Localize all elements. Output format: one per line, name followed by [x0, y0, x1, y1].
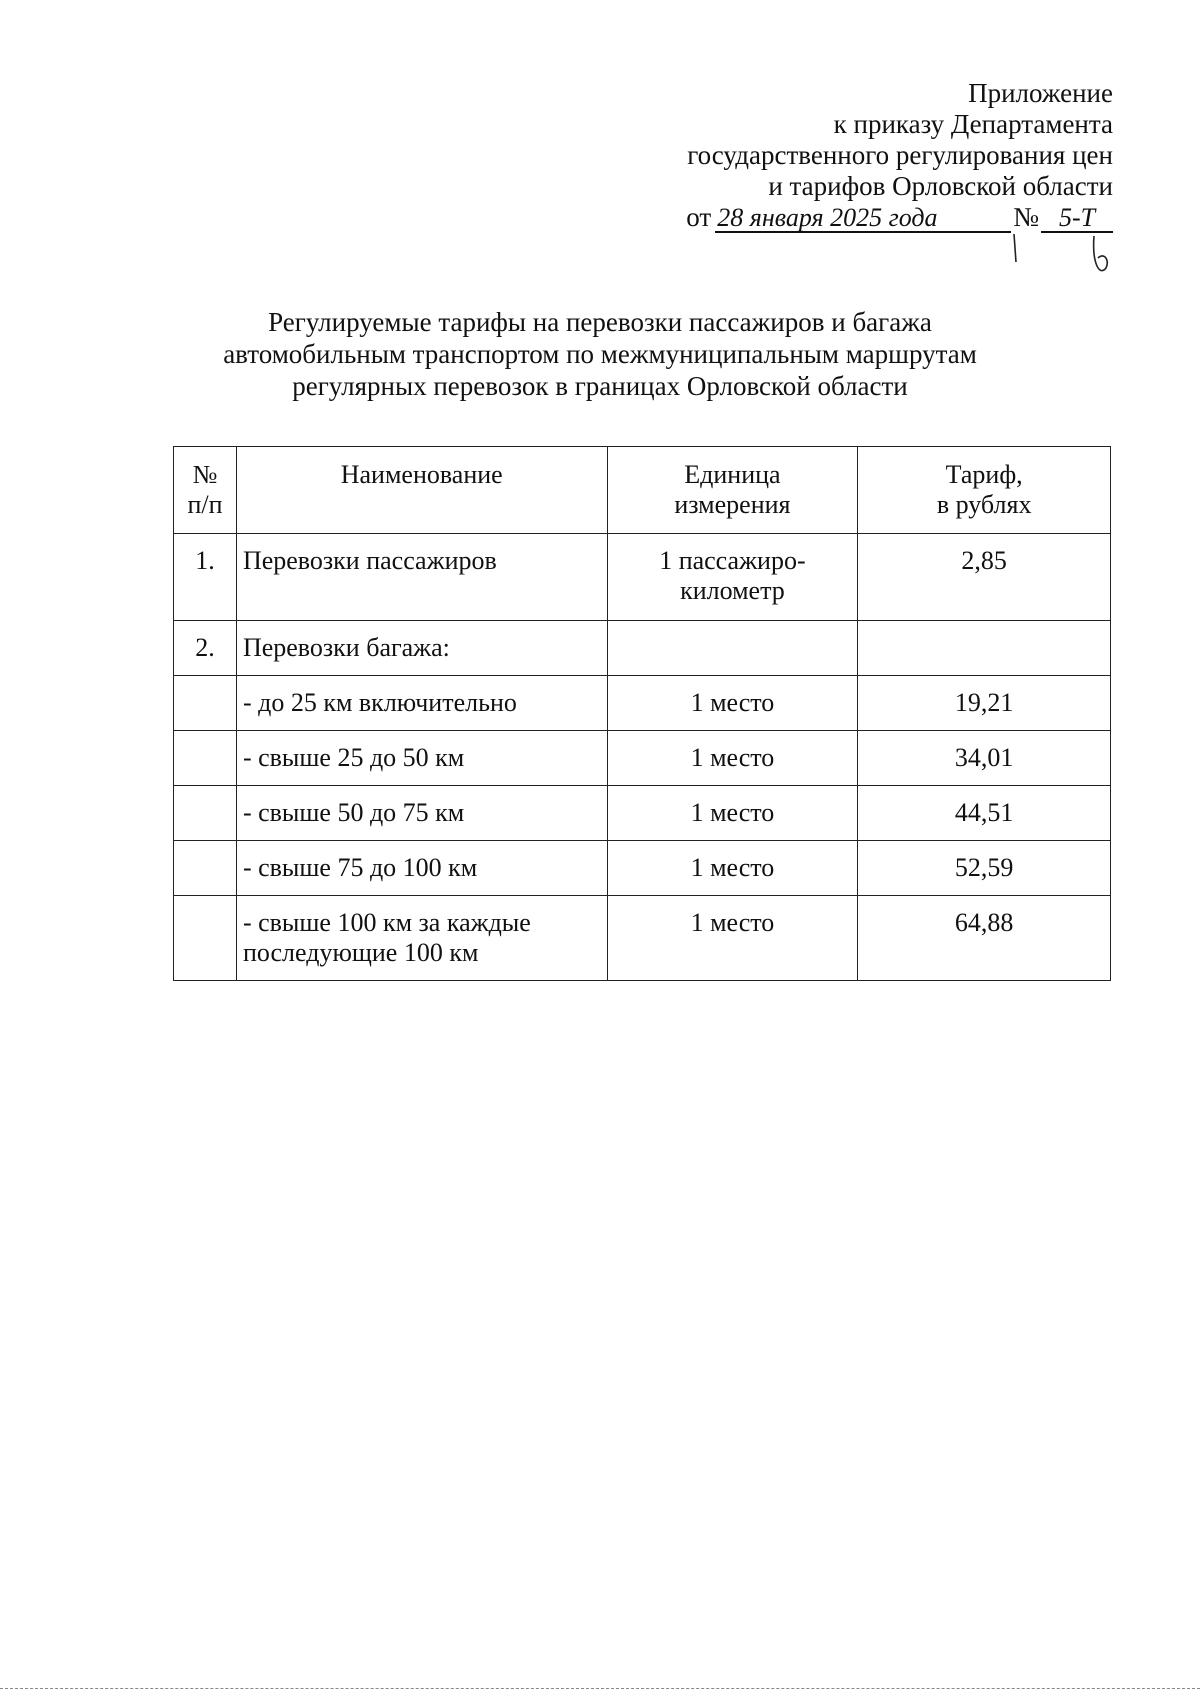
order-date: 28 января 2025 года	[715, 205, 1011, 233]
row-number	[174, 731, 237, 786]
row-number: 1.	[174, 534, 237, 621]
heading-line-3: регулярных перевозок в границах Орловской области	[292, 371, 908, 401]
row-number	[174, 841, 237, 896]
order-date-line	[686, 202, 1113, 233]
row-name: - свыше 100 км за каждые последующие 100 км	[236, 896, 607, 981]
row-tariff	[858, 621, 1111, 676]
row-name: - свыше 75 до 100 км	[236, 841, 607, 896]
table-row	[174, 534, 1111, 621]
table-row	[174, 841, 1111, 896]
header-name: Наименование	[236, 447, 607, 534]
row-unit: 1 место	[607, 676, 858, 731]
scan-edge-line	[0, 1688, 1200, 1689]
row-unit	[607, 621, 858, 676]
row-unit: 1 пассажиро- километр	[607, 534, 858, 621]
row-tariff: 64,88	[858, 896, 1111, 981]
document-heading	[0, 306, 1200, 402]
header-number: № п/п	[174, 447, 237, 534]
number-label: №	[1013, 202, 1039, 232]
row-unit: 1 место	[607, 731, 858, 786]
row-tariff: 44,51	[858, 786, 1111, 841]
row-name: - свыше 50 до 75 км	[236, 786, 607, 841]
handwritten-flourish	[994, 232, 1114, 282]
appendix-header	[686, 78, 1113, 233]
row-tariff: 19,21	[858, 676, 1111, 731]
row-number	[174, 676, 237, 731]
row-tariff: 2,85	[858, 534, 1111, 621]
appendix-department-cont: и тарифов Орловской области	[768, 171, 1113, 201]
appendix-title: Приложение	[968, 78, 1113, 108]
order-number: 5-Т	[1041, 205, 1113, 233]
appendix-order-ref: к приказу Департамента	[833, 109, 1113, 139]
table-row	[174, 676, 1111, 731]
header-tariff: Тариф, в рублях	[858, 447, 1111, 534]
row-unit: 1 место	[607, 841, 858, 896]
table-row	[174, 621, 1111, 676]
row-number: 2.	[174, 621, 237, 676]
table-row	[174, 896, 1111, 981]
date-prefix: от	[686, 202, 712, 232]
row-name: Перевозки пассажиров	[236, 534, 607, 621]
row-number	[174, 786, 237, 841]
tariff-table	[173, 446, 1111, 981]
table-row	[174, 786, 1111, 841]
row-number	[174, 896, 237, 981]
row-name: Перевозки багажа:	[236, 621, 607, 676]
row-tariff: 34,01	[858, 731, 1111, 786]
row-tariff: 52,59	[858, 841, 1111, 896]
table-row	[174, 731, 1111, 786]
row-unit: 1 место	[607, 786, 858, 841]
row-name: - свыше 25 до 50 км	[236, 731, 607, 786]
row-name: - до 25 км включительно	[236, 676, 607, 731]
table-header-row	[174, 447, 1111, 534]
header-unit: Единица измерения	[607, 447, 858, 534]
appendix-department: государственного регулирования цен	[687, 140, 1113, 170]
heading-line-2: автомобильным транспортом по межмуниципальным маршрутам	[223, 339, 977, 369]
heading-line-1: Регулируемые тарифы на перевозки пассажиров и багажа	[268, 307, 932, 337]
row-unit: 1 место	[607, 896, 858, 981]
